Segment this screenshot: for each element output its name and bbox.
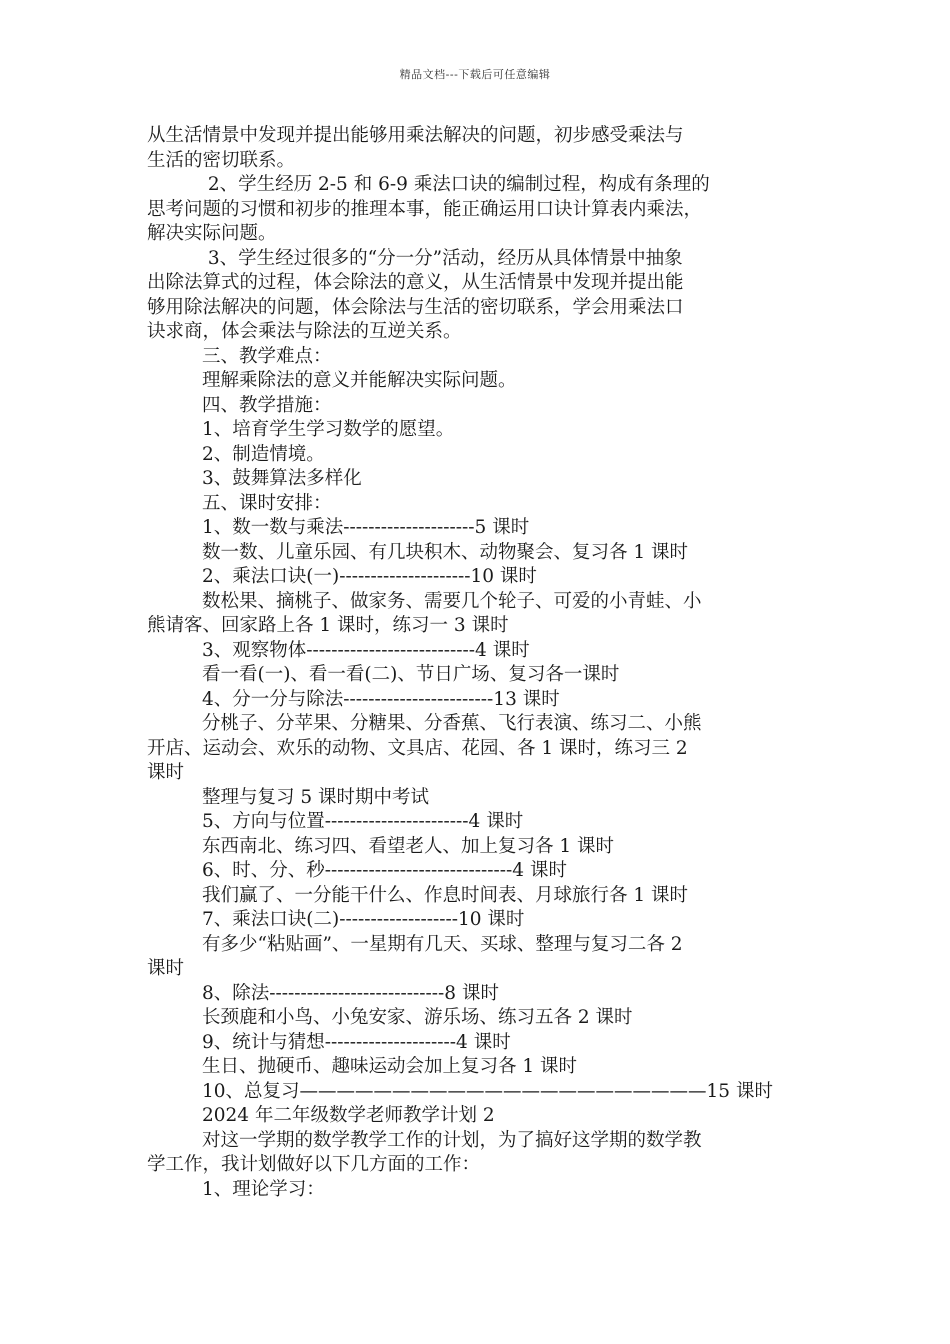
text-line: 6、时、分、秒------------------------------4 课时 — [202, 860, 567, 881]
text-line: 诀求商，体会乘法与除法的互逆关系。 — [147, 321, 462, 342]
text-line: 有多少“粘贴画”、一星期有几天、买球、整理与复习二各 2 — [202, 933, 683, 955]
page-header: 精品文档---下载后可任意编辑 — [399, 68, 551, 81]
text-line: 开店、运动会、欢乐的动物、文具店、花园、各 1 课时，练习三 2 — [147, 737, 688, 759]
text-line: 3、观察物体---------------------------4 课时 — [202, 639, 530, 661]
text-line: 5、方向与位置-----------------------4 课时 — [202, 811, 524, 832]
text-line: 数松果、摘桃子、做家务、需要几个轮子、可爱的小青蛙、小 — [202, 590, 702, 612]
text-line: 理解乘除法的意义并能解决实际问题。 — [202, 370, 517, 391]
text-line: 解决实际问题。 — [147, 223, 277, 244]
text-line: 3、鼓舞算法多样化 — [202, 468, 362, 489]
text-line: 从生活情景中发现并提出能够用乘法解决的问题，初步感受乘法与 — [147, 125, 684, 146]
text-line: 整理与复习 5 课时期中考试 — [202, 786, 430, 808]
text-line: 2、学生经历 2-5 和 6-9 乘法口诀的编制过程，构成有条理的 — [202, 174, 710, 195]
text-line: 五、课时安排： — [202, 492, 332, 514]
text-line: 看一看(一)、看一看(二)、节日广场、复习各一课时 — [202, 664, 620, 685]
text-line: 1、培育学生学习数学的愿望。 — [202, 419, 455, 440]
text-line: 7、乘法口诀(二)-------------------10 课时 — [202, 909, 525, 930]
text-line: 8、除法----------------------------8 课时 — [202, 982, 499, 1004]
text-line: 3、学生经过很多的“分一分”活动，经历从具体情景中抽象 — [202, 247, 683, 269]
text-line: 生活的密切联系。 — [147, 149, 296, 171]
text-line: 我们赢了、一分能干什么、作息时间表、月球旅行各 1 课时 — [202, 884, 689, 906]
text-line: 东西南北、练习四、看望老人、加上复习各 1 课时 — [202, 835, 615, 857]
text-line: 课时 — [147, 762, 185, 783]
text-line: 思考问题的习惯和初步的推理本事，能正确运用口诀计算表内乘法， — [147, 198, 703, 220]
text-line: 分桃子、分苹果、分糖果、分香蕉、飞行表演、练习二、小熊 — [202, 713, 702, 734]
text-line: 4、分一分与除法------------------------13 课时 — [202, 688, 560, 710]
text-line: 9、统计与猜想---------------------4 课时 — [202, 1031, 511, 1053]
document-body — [147, 124, 815, 1202]
text-line: 2、制造情境。 — [202, 443, 325, 465]
text-line: 熊请客、回家路上各 1 课时，练习一 3 课时 — [147, 615, 509, 636]
text-line: 课时 — [147, 958, 185, 979]
text-line: 四、教学措施： — [202, 394, 332, 416]
text-line: 数一数、儿童乐园、有几块积木、动物聚会、复习各 1 课时 — [202, 541, 689, 563]
text-line: 1、理论学习： — [202, 1178, 325, 1200]
text-line: 三、教学难点： — [202, 345, 332, 367]
text-line: 10、总复习——————————————————————15 课时 — [202, 1080, 773, 1102]
text-line: 对这一学期的数学教学工作的计划，为了搞好这学期的数学教 — [202, 1129, 702, 1151]
text-line: 2024 年二年级数学老师教学计划 2 — [202, 1105, 495, 1126]
text-line: 学工作，我计划做好以下几方面的工作： — [147, 1154, 481, 1175]
text-line: 出除法算式的过程，体会除法的意义，从生活情景中发现并提出能 — [147, 272, 684, 293]
text-line: 长颈鹿和小鸟、小兔安家、游乐场、练习五各 2 课时 — [202, 1007, 633, 1028]
text-line: 够用除法解决的问题，体会除法与生活的密切联系，学会用乘法口 — [147, 296, 684, 318]
text-line: 2、乘法口诀(一)---------------------10 课时 — [202, 566, 537, 587]
text-line: 1、数一数与乘法---------------------5 课时 — [202, 517, 530, 538]
text-line: 生日、抛硬币、趣味运动会加上复习各 1 课时 — [202, 1056, 578, 1077]
